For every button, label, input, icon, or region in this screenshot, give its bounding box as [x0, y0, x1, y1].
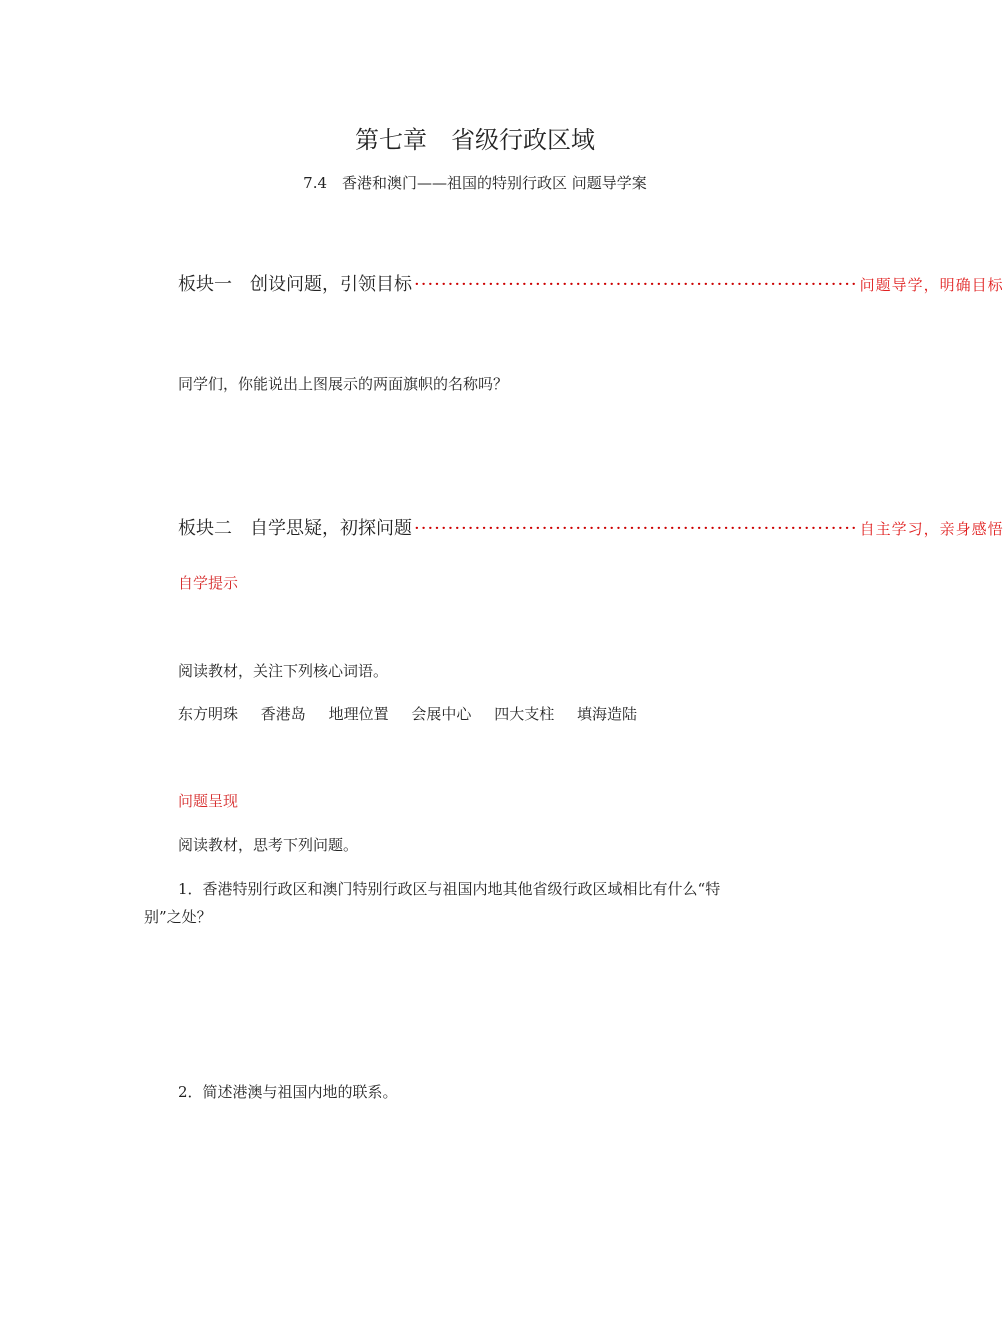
section-1-heading: 板块一 创设问题，引领目标	[178, 274, 412, 295]
question-1-line-1: 1．香港特别行政区和澳门特别行政区与祖国内地其他省级行政区域相比有什么“特	[178, 880, 721, 898]
leader-dots: ··································································	[414, 274, 858, 295]
question-1-line-2: 别”之处？	[144, 908, 212, 926]
term-item: 四大支柱	[494, 705, 555, 723]
term-item: 填海造陆	[576, 705, 637, 723]
term-item: 会展中心	[411, 705, 472, 723]
hint-label: 自学提示	[178, 574, 239, 592]
section-1-heading-row	[178, 270, 1004, 296]
term-item: 地理位置	[328, 705, 389, 723]
hint-text: 阅读教材，关注下列核心词语。	[178, 662, 389, 680]
term-item: 东方明珠	[178, 705, 239, 723]
section-2-heading-row	[178, 514, 1004, 540]
flag-question: 同学们，你能说出上图展示的两面旗帜的名称吗？	[178, 375, 509, 393]
term-item: 香港岛	[260, 705, 306, 723]
section-2-heading: 板块二 自学思疑，初探问题	[178, 518, 412, 539]
leader-dots: ··································································	[414, 518, 858, 539]
page-title: 第七章 省级行政区域	[355, 126, 595, 154]
question-2: 2．简述港澳与祖国内地的联系。	[178, 1083, 398, 1101]
key-terms	[178, 703, 655, 724]
page-subtitle: 7.4 香港和澳门——祖国的特别行政区 问题导学案	[303, 174, 647, 192]
section-2-tag: 自主学习，亲身感悟	[859, 520, 1004, 538]
problem-intro: 阅读教材，思考下列问题。	[178, 836, 359, 854]
problem-label: 问题呈现	[178, 792, 239, 810]
section-1-tag: 问题导学，明确目标	[859, 276, 1004, 294]
